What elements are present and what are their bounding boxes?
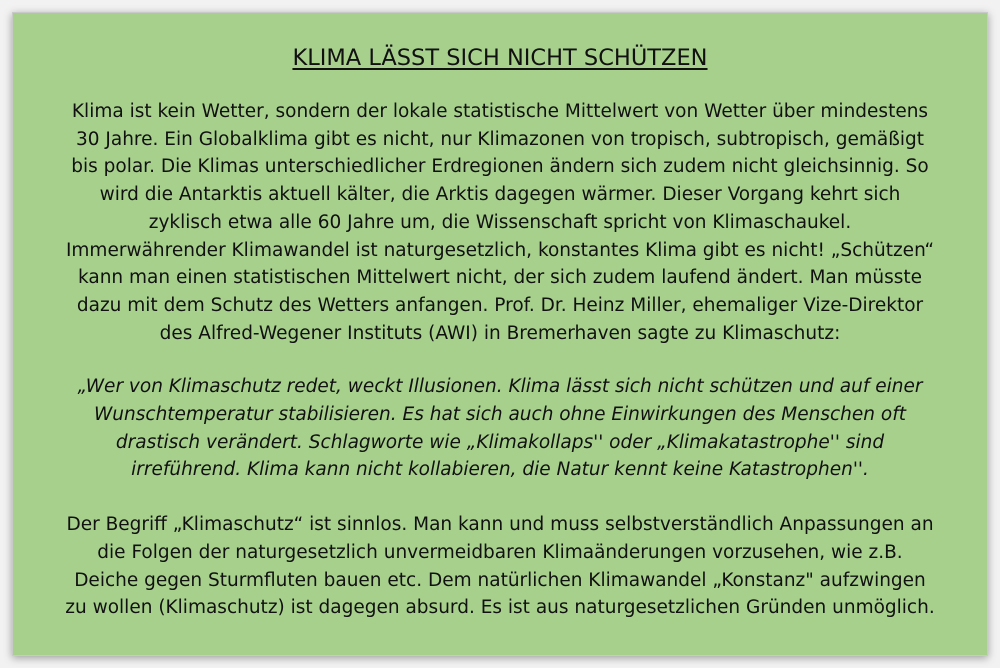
paragraph-line: wird die Antarktis aktuell kälter, die Arktis dagegen wärmer. Dieser Vorgang kehrt sich xyxy=(99,184,901,206)
document-title: KLIMA LÄSST SICH NICHT SCHÜTZEN xyxy=(292,45,708,71)
intro-paragraph xyxy=(31,98,969,347)
paragraph-line: Der Begriff „Klimaschutz“ ist sinnlos. Man kann und muss selbstverständlich Anpassungen an xyxy=(66,514,934,536)
quote-line: irreführend. Klima kann nicht kollabieren, die Natur kennt keine Katastrophen''. xyxy=(131,459,869,481)
quote-line: drastisch verändert. Schlagworte wie „Klimakollaps'' oder „Klimakatastrophe'' sind xyxy=(115,431,885,453)
paragraph-line: bis polar. Die Klimas unterschiedlicher Erdregionen ändern sich zudem nicht gleichsinnig. So xyxy=(71,156,929,178)
quote-paragraph xyxy=(31,373,969,484)
paragraph-line: Klima ist kein Wetter, sondern der lokale statistische Mittelwert von Wetter über mindestens xyxy=(71,101,929,122)
paragraph-line: dazu mit dem Schutz des Wetters anfangen. Prof. Dr. Heinz Miller, ehemaliger Vize-Direktor xyxy=(76,294,924,316)
paragraph-line: Deiche gegen Sturmfluten bauen etc. Dem natürlichen Klimawandel „Konstanz" aufzwingen xyxy=(74,569,926,591)
paragraph-line: die Folgen der naturgesetzlich unvermeidbaren Klimaänderungen vorzusehen, wie z.B. xyxy=(97,541,903,563)
paragraph-line: des Alfred-Wegener Instituts (AWI) in Bremerhaven sagte zu Klimaschutz: xyxy=(159,322,841,344)
conclusion-paragraph xyxy=(31,511,969,622)
quote-line: Wunschtemperatur stabilisieren. Es hat sich auch ohne Einwirkungen des Menschen oft xyxy=(94,404,906,426)
paragraph-line: kann man einen statistischen Mittelwert nicht, der sich zudem laufend ändert. Man müsste xyxy=(77,267,923,289)
paragraph-line: Immerwährender Klimawandel ist naturgesetzlich, konstantes Klima gibt es nicht! „Schützen“ xyxy=(65,239,935,261)
paragraph-line: zu wollen (Klimaschutz) ist dagegen absurd. Es ist aus naturgesetzlichen Gründen unmöglich. xyxy=(65,597,935,619)
text-card xyxy=(12,12,988,656)
paragraph-line: zyklisch etwa alle 60 Jahre um, die Wissenschaft spricht von Klimaschaukel. xyxy=(148,211,852,233)
paragraph-line: 30 Jahre. Ein Globalklima gibt es nicht, nur Klimazonen von tropisch, subtropisch, gemäßigt xyxy=(75,128,924,150)
quote-line: „Wer von Klimaschutz redet, weckt Illusionen. Klima lässt sich nicht schützen und auf einer xyxy=(77,376,923,398)
